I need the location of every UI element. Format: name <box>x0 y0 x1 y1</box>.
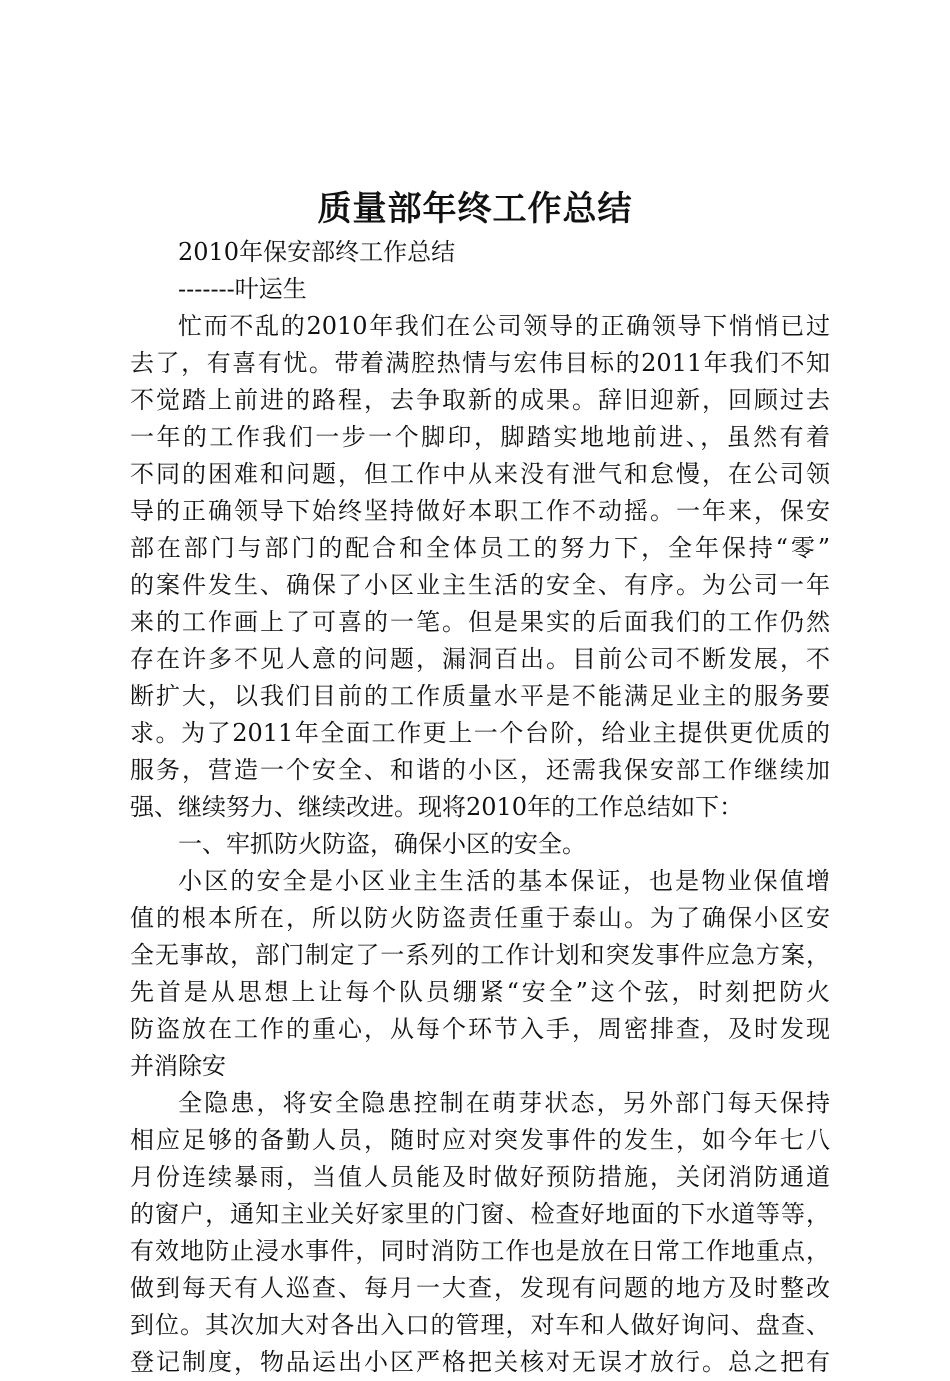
paragraph-line: 并消除安 <box>130 1052 226 1080</box>
subtitle-line: 2010年保安部终工作总结 <box>178 238 456 266</box>
author-line: -------叶运生 <box>178 275 307 303</box>
document-title: 质量部年终工作总结 <box>317 189 633 229</box>
paragraph-line: 一年的工作我们一步一个脚印，脚踏实地地前进、，虽然有着 <box>130 423 830 451</box>
document-body <box>130 234 830 1381</box>
paragraph-line: 小区的安全是小区业主生活的基本保证，也是物业保值增 <box>178 867 830 895</box>
paragraph-line: 求。为了2011年全面工作更上一个台阶，给业主提供更优质的 <box>130 719 830 747</box>
paragraph-line: 登记制度，物品运出小区严格把关核对无误才放行。总之把有 <box>130 1348 830 1376</box>
paragraph-line: 强、继续努力、继续改进。现将2010年的工作总结如下： <box>130 793 744 821</box>
paragraph-line: 去了，有喜有忧。带着满腔热情与宏伟目标的2011年我们不知 <box>130 349 830 377</box>
paragraph-line: 到位。其次加大对各出入口的管理，对车和人做好询问、盘查、 <box>130 1311 830 1339</box>
paragraph-line: 全无事故，部门制定了一系列的工作计划和突发事件应急方案， <box>130 941 830 969</box>
paragraph-line: 值的根本所在，所以防火防盗责任重于泰山。为了确保小区安 <box>130 904 830 932</box>
paragraph-line: 有效地防止浸水事件，同时消防工作也是放在日常工作地重点， <box>130 1237 830 1265</box>
paragraph-line: 不觉踏上前进的路程，去争取新的成果。辞旧迎新，回顾过去 <box>130 386 830 414</box>
paragraph-line: 断扩大，以我们目前的工作质量水平是不能满足业主的服务要 <box>130 682 830 710</box>
paragraph-line: 服务，营造一个安全、和谐的小区，还需我保安部工作继续加 <box>130 756 830 784</box>
section-heading: 一、牢抓防火防盗，确保小区的安全。 <box>178 830 586 858</box>
paragraph-line: 做到每天有人巡查、每月一大查，发现有问题的地方及时整改 <box>130 1274 830 1302</box>
paragraph-line: 忙而不乱的2010年我们在公司领导的正确领导下悄悄已过 <box>178 312 830 340</box>
paragraph-line: 先首是从思想上让每个队员绷紧“安全”这个弦，时刻把防火 <box>130 978 830 1006</box>
paragraph-line: 的案件发生、确保了小区业主生活的安全、有序。为公司一年 <box>130 571 830 599</box>
paragraph-line: 来的工作画上了可喜的一笔。但是果实的后面我们的工作仍然 <box>130 608 830 636</box>
paragraph-line: 部在部门与部门的配合和全体员工的努力下，全年保持“零” <box>130 534 830 562</box>
paragraph-line: 全隐患，将安全隐患控制在萌芽状态，另外部门每天保持 <box>178 1089 830 1117</box>
paragraph-line: 防盗放在工作的重心，从每个环节入手，周密排查，及时发现 <box>130 1015 830 1043</box>
paragraph-line: 相应足够的备勤人员，随时应对突发事件的发生，如今年七八 <box>130 1126 830 1154</box>
paragraph-line: 存在许多不见人意的问题，漏洞百出。目前公司不断发展，不 <box>130 645 830 673</box>
paragraph-line: 导的正确领导下始终坚持做好本职工作不动摇。一年来，保安 <box>130 497 830 525</box>
paragraph-line: 月份连续暴雨，当值人员能及时做好预防措施，关闭消防通道 <box>130 1163 830 1191</box>
paragraph-line: 的窗户，通知主业关好家里的门窗、检查好地面的下水道等等， <box>130 1200 830 1228</box>
paragraph-line: 不同的困难和问题，但工作中从来没有泄气和怠慢，在公司领 <box>130 460 830 488</box>
